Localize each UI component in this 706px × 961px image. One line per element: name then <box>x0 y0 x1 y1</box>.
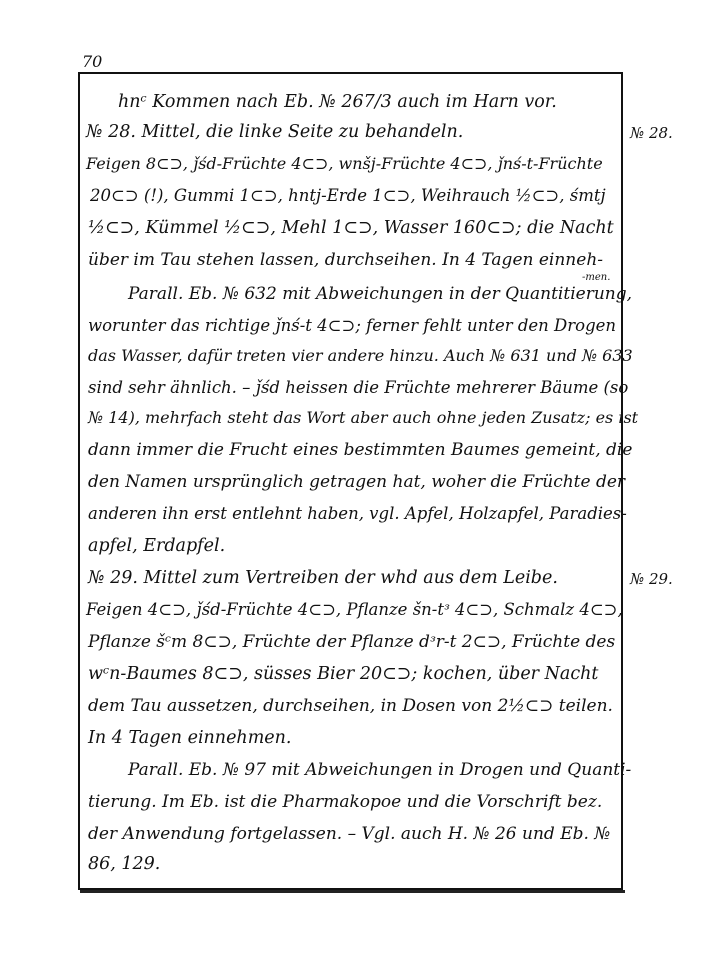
text-line: In 4 Tagen einnehmen. <box>88 728 292 748</box>
text-line: sind sehr ähnlich. – ǰśd heissen die Früchte mehrerer Bäume (so <box>88 378 629 397</box>
text-line: über im Tau stehen lassen, durchseihen. In 4 Tagen einneh- <box>88 250 604 270</box>
text-line: dann immer die Frucht eines bestimmten Baumes gemeint, die <box>88 440 633 460</box>
text-line: den Namen ursprünglich getragen hat, woher die Früchte der <box>88 472 626 492</box>
text-line: anderen ihn erst entlehnt haben, vgl. Apfel, Holzapfel, Paradies- <box>88 504 627 523</box>
text-line: № 29. Mittel zum Vertreiben der whd aus dem Leibe. <box>88 568 558 588</box>
text-line: worunter das richtige ǰnś-t 4⊂⊃; ferner fehlt unter den Drogen <box>88 316 617 335</box>
text-line: apfel, Erdapfel. <box>88 536 226 556</box>
text-line: № 14), mehrfach steht das Wort aber auch ohne jeden Zusatz; es ist <box>88 408 639 427</box>
text-line: Pflanze šᶜm 8⊂⊃, Früchte der Pflanze dᵌr-t 2⊂⊃, Früchte des <box>88 632 616 652</box>
text-line: 86, 129. <box>88 854 161 874</box>
margin-note-29: № 29. <box>630 570 673 588</box>
text-line: 20⊂⊃ (!), Gummi 1⊂⊃, hntj-Erde 1⊂⊃, Weihrauch ½⊂⊃, śmtj <box>90 186 606 205</box>
text-line: ½⊂⊃, Kümmel ½⊂⊃, Mehl 1⊂⊃, Wasser 160⊂⊃; die Nacht <box>88 218 614 238</box>
margin-note-28: № 28. <box>630 124 673 142</box>
text-line: Feigen 4⊂⊃, ǰśd-Früchte 4⊂⊃, Pflanze šn-tᵌ 4⊂⊃, Schmalz 4⊂⊃, <box>86 600 623 619</box>
text-line: Parall. Eb. № 97 mit Abweichungen in Drogen und Quanti- <box>128 760 632 780</box>
frame-shadow <box>80 890 625 893</box>
page-number: 70 <box>82 52 103 71</box>
insert-mark: -men. <box>582 272 611 283</box>
text-line: Feigen 8⊂⊃, ǰśd-Früchte 4⊂⊃, wnšj-Früchte 4⊂⊃, ǰnś-t-Früchte <box>86 154 603 173</box>
text-line: tierung. Im Eb. ist die Pharmakopoe und die Vorschrift bez. <box>88 792 603 812</box>
text-line: dem Tau aussetzen, durchseihen, in Dosen von 2½⊂⊃ teilen. <box>88 696 613 716</box>
text-line: № 28. Mittel, die linke Seite zu behandeln. <box>86 122 464 142</box>
text-line: das Wasser, dafür treten vier andere hinzu. Auch № 631 und № 633 <box>88 346 633 365</box>
text-line: der Anwendung fortgelassen. – Vgl. auch H. № 26 und Eb. № <box>88 824 611 844</box>
text-line: wᶜn-Baumes 8⊂⊃, süsses Bier 20⊂⊃; kochen, über Nacht <box>88 664 599 684</box>
text-line: Parall. Eb. № 632 mit Abweichungen in der Quantitierung, <box>128 284 632 304</box>
text-line: hnᶜ Kommen nach Eb. № 267/3 auch im Harn vor. <box>118 92 557 112</box>
